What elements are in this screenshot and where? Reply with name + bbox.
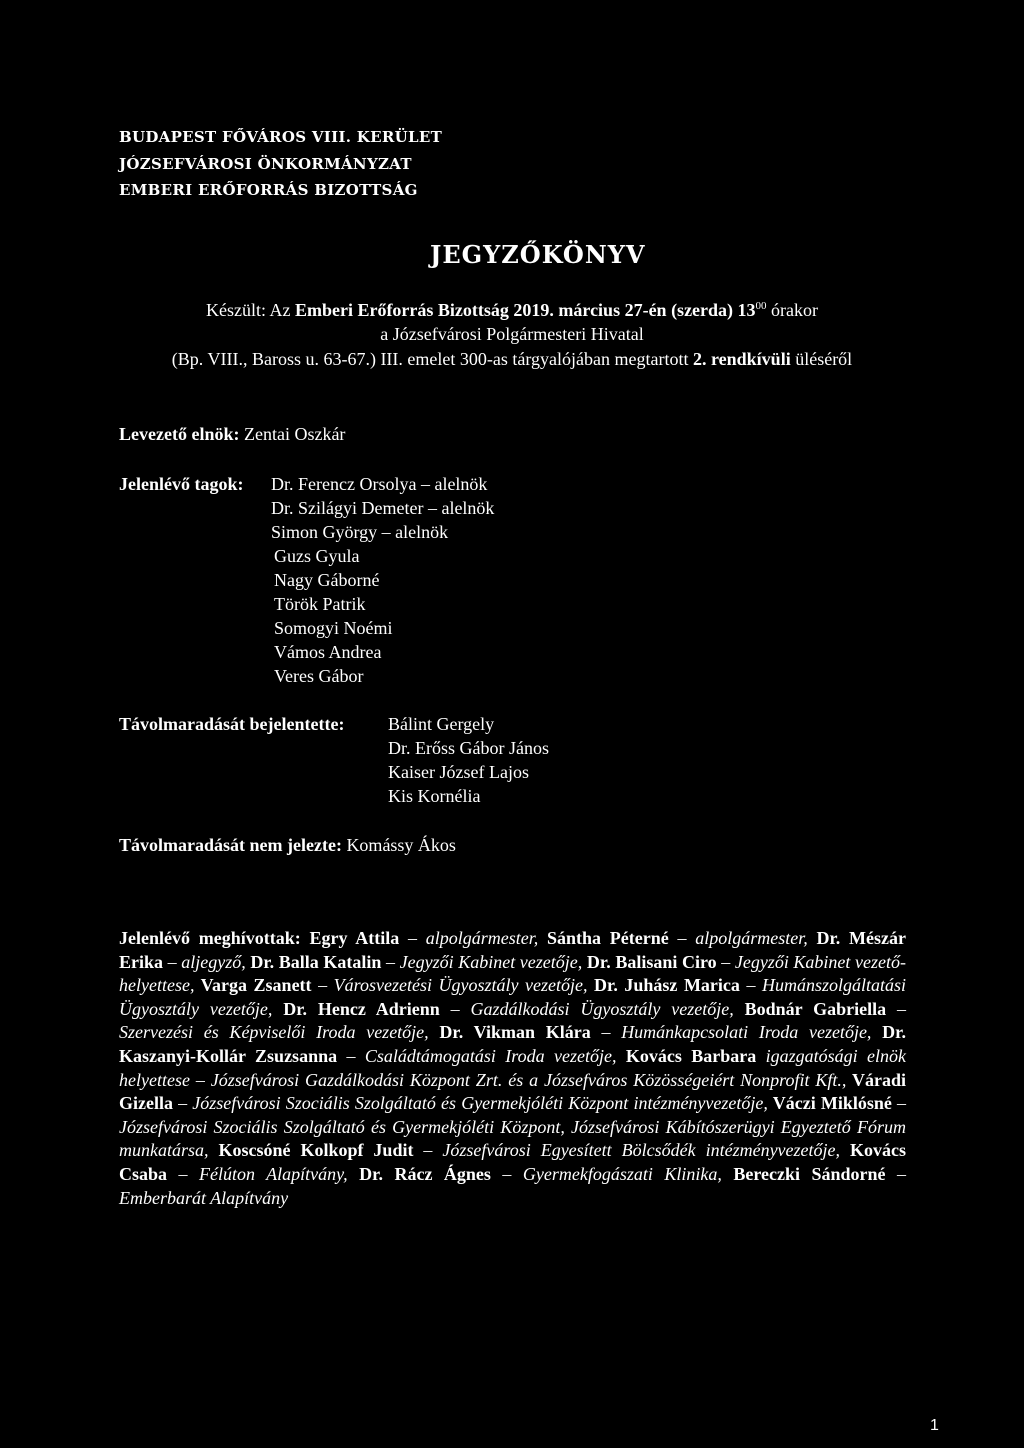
guest-role: Családtámogatási Iroda vezetője, bbox=[364, 1045, 617, 1066]
intro-time-suffix: órakor bbox=[766, 300, 819, 320]
separator: – bbox=[739, 975, 762, 996]
guest-name: Dr. Hencz Adrienn bbox=[272, 998, 440, 1019]
invited-guests-paragraph bbox=[119, 927, 906, 1210]
unexcused-label: Távolmaradását nem jelezte: bbox=[119, 835, 342, 855]
guest-name: Koscsóné Kolkopf Judit bbox=[208, 1140, 414, 1161]
intro-line-2: a Józsefvárosi Polgármesteri Hivatal bbox=[380, 324, 644, 344]
venue-text: (Bp. VIII., Baross u. 63-67.) III. emelet 300-as tárgyalójában megtartott bbox=[171, 349, 693, 369]
guest-name: Váradi Gizella bbox=[119, 1069, 907, 1114]
guest-name: Sántha Péterné bbox=[538, 928, 669, 948]
member-item: Veres Gábor bbox=[274, 666, 364, 686]
guest-role: Emberbarát Alapítvány bbox=[119, 1187, 289, 1208]
guest-name: Dr. Balisani Ciro bbox=[582, 951, 717, 972]
member-item: Guzs Gyula bbox=[274, 546, 360, 566]
guest-name: Váczi Miklósné bbox=[767, 1093, 892, 1114]
unexcused-name: Komássy Ákos bbox=[346, 835, 456, 855]
guest-role: Szervezési és Képviselői Iroda vezetője, bbox=[119, 1022, 429, 1043]
intro-prefix: Készült: Az bbox=[205, 300, 295, 320]
member-item: Dr. Ferencz Orsolya – alelnök bbox=[271, 474, 488, 494]
excused-item: Bálint Gergely bbox=[388, 714, 495, 734]
guest-role: Józsefvárosi Szociális Szolgáltató és Gyermekjóléti Központ, Józsefvárosi Kábítószerügyi Egyeztető Fórum munkatársa, bbox=[119, 1116, 906, 1161]
unexcused-row bbox=[119, 835, 456, 856]
org-name-line-2: JÓZSEFVÁROSI ÖNKORMÁNYZAT bbox=[119, 155, 412, 173]
member-item: Simon György – alelnök bbox=[271, 522, 449, 542]
guest-name: Dr. Balla Katalin bbox=[245, 951, 382, 972]
separator: – bbox=[167, 1163, 199, 1184]
guest-role: Félúton Alapítvány, bbox=[199, 1163, 348, 1184]
guest-name: Varga Zsanett bbox=[194, 975, 312, 996]
excused-item: Dr. Erőss Gábor János bbox=[388, 738, 549, 758]
guest-role: Jegyzői Kabinet vezetője, bbox=[399, 951, 583, 972]
guest-name: Dr. Vikman Klára bbox=[428, 1022, 591, 1043]
chair-name: Zentai Oszkár bbox=[243, 424, 346, 444]
document-title: JEGYZŐKÖNYV bbox=[430, 240, 646, 269]
committee-and-date: Emberi Erőforrás Bizottság 2019. március 27-én (szerda) 13 bbox=[294, 300, 756, 320]
guest-name: Egry Attila bbox=[300, 928, 400, 948]
guest-name: Bodnár Gabriella bbox=[733, 998, 887, 1019]
guest-name: Kovács Barbara bbox=[616, 1045, 757, 1066]
separator: – bbox=[337, 1045, 365, 1066]
intro-end: üléséről bbox=[790, 349, 853, 369]
excused-item: Kaiser József Lajos bbox=[388, 762, 529, 782]
separator: – bbox=[885, 1163, 907, 1184]
separator: – bbox=[172, 1093, 193, 1114]
org-name-line-1: BUDAPEST FŐVÁROS VIII. KERÜLET bbox=[119, 128, 443, 146]
guest-role: Humánkapcsolati Iroda vezetője, bbox=[621, 1022, 872, 1043]
member-item: Török Patrik bbox=[274, 594, 366, 614]
separator: – bbox=[590, 1022, 622, 1043]
meeting-type: 2. rendkívüli bbox=[693, 349, 791, 369]
member-item: Nagy Gáborné bbox=[274, 570, 380, 590]
separator: – bbox=[439, 998, 471, 1019]
guest-role: Városvezetési Ügyosztály vezetője, bbox=[333, 975, 588, 996]
separator: – bbox=[399, 928, 426, 948]
page-number: 1 bbox=[930, 1417, 939, 1434]
members-label: Jelenlévő tagok: bbox=[119, 474, 244, 494]
guest-role: Jegyzői Kabinet vezető-helyettese, bbox=[119, 951, 906, 996]
excused-label: Távolmaradását bejelentette: bbox=[119, 714, 345, 734]
guest-role: Humánszolgáltatási Ügyosztály vezetője, bbox=[119, 975, 907, 1019]
guest-role: igazgatósági elnök helyettese – Józsefvárosi Gazdálkodási Központ Zrt. és a Józsefváros Közösségeiért Nonprofit Kft., bbox=[119, 1045, 907, 1090]
separator: – bbox=[716, 951, 735, 972]
time-minutes: 00 bbox=[755, 300, 767, 312]
chair-row bbox=[119, 424, 345, 445]
excused-item: Kis Kornélia bbox=[388, 786, 481, 806]
member-item: Somogyi Noémi bbox=[274, 618, 393, 638]
chair-label: Levezető elnök: bbox=[119, 424, 240, 444]
guest-name: Dr. Kaszanyi-Kollár Zsuzsanna bbox=[119, 1022, 907, 1066]
guest-role: alpolgármester, bbox=[695, 928, 808, 948]
guest-role: Gyermekfogászati Klinika, bbox=[522, 1163, 722, 1184]
guest-role: aljegyző, bbox=[181, 951, 246, 972]
member-item: Vámos Andrea bbox=[274, 642, 382, 662]
guests-label: Jelenlévő meghívottak: bbox=[119, 928, 301, 948]
intro-line-3 bbox=[0, 349, 1024, 370]
separator: – bbox=[381, 951, 400, 972]
guest-name: Dr. Mészár Erika bbox=[119, 928, 906, 972]
separator: – bbox=[490, 1163, 523, 1184]
separator: – bbox=[891, 1093, 906, 1114]
guest-role: Gazdálkodási Ügyosztály vezetője, bbox=[470, 998, 734, 1019]
intro-line-1 bbox=[0, 300, 1024, 321]
guest-role: Józsefvárosi Szociális Szolgáltató és Gyermekjóléti Központ intézményvezetője, bbox=[192, 1093, 768, 1114]
separator: – bbox=[886, 998, 907, 1019]
guest-name: Dr. Rácz Ágnes bbox=[347, 1163, 491, 1184]
separator: – bbox=[163, 951, 182, 972]
guest-name: Bereczki Sándorné bbox=[721, 1163, 886, 1184]
guests-list bbox=[119, 928, 906, 1208]
guest-role: alpolgármester, bbox=[425, 928, 539, 948]
guest-name: Dr. Juhász Marica bbox=[587, 975, 740, 996]
guest-role: Józsefvárosi Egyesített Bölcsődék intézményvezetője, bbox=[442, 1140, 841, 1161]
org-name-line-3: EMBERI ERŐFORRÁS BIZOTTSÁG bbox=[119, 181, 418, 199]
separator: – bbox=[311, 975, 334, 996]
separator bbox=[756, 1046, 765, 1066]
separator: – bbox=[668, 928, 696, 948]
separator: – bbox=[413, 1140, 443, 1161]
member-item: Dr. Szilágyi Demeter – alelnök bbox=[271, 498, 495, 518]
guest-name: Kovács Csaba bbox=[119, 1140, 906, 1184]
